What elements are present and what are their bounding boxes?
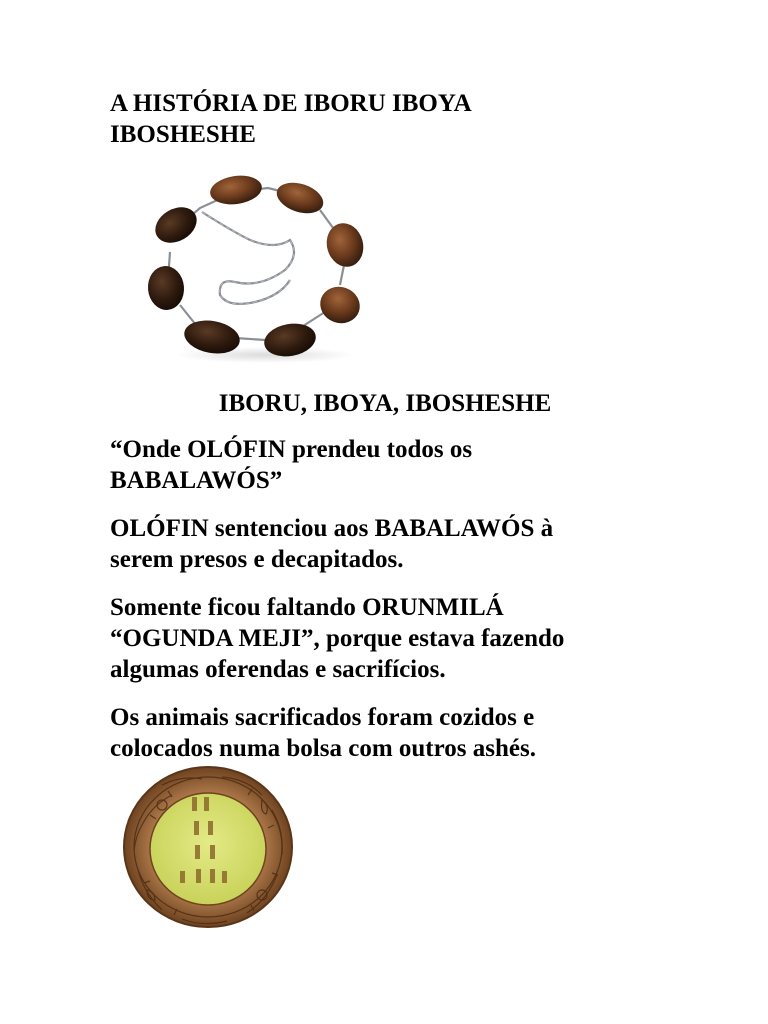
paragraph-line: Somente ficou faltando ORUNMILÁ [110,594,504,621]
paragraph-line: Os animais sacrificados foram cozidos e [110,704,535,731]
document-title [110,88,670,150]
paragraph-2 [110,513,670,575]
section-heading: IBORU, IBOYA, IBOSHESHE [218,390,552,417]
paragraph-line: serem presos e decapitados. [110,546,404,573]
paragraph-line: algumas oferendas e sacrifícios. [110,656,446,683]
divination-chain-image [140,170,380,365]
divination-tray-image [122,765,294,930]
title-line-2: IBOSHESHE [110,121,256,148]
paragraph-line: OLÓFIN sentenciou aos BABALAWÓS à [110,515,554,542]
paragraph-line: “Onde OLÓFIN prendeu todos os [110,436,473,463]
paragraph-3 [110,592,670,685]
paragraph-line: “OGUNDA MEJI”, porque estava fazendo [110,625,565,652]
paragraph-line: BABALAWÓS” [110,467,283,494]
paragraph-4 [110,702,670,764]
title-line-1: A HISTÓRIA DE IBORU IBOYA [110,90,472,117]
paragraph-line: colocados numa bolsa com outros ashés. [110,735,536,762]
paragraph-1 [110,434,670,496]
